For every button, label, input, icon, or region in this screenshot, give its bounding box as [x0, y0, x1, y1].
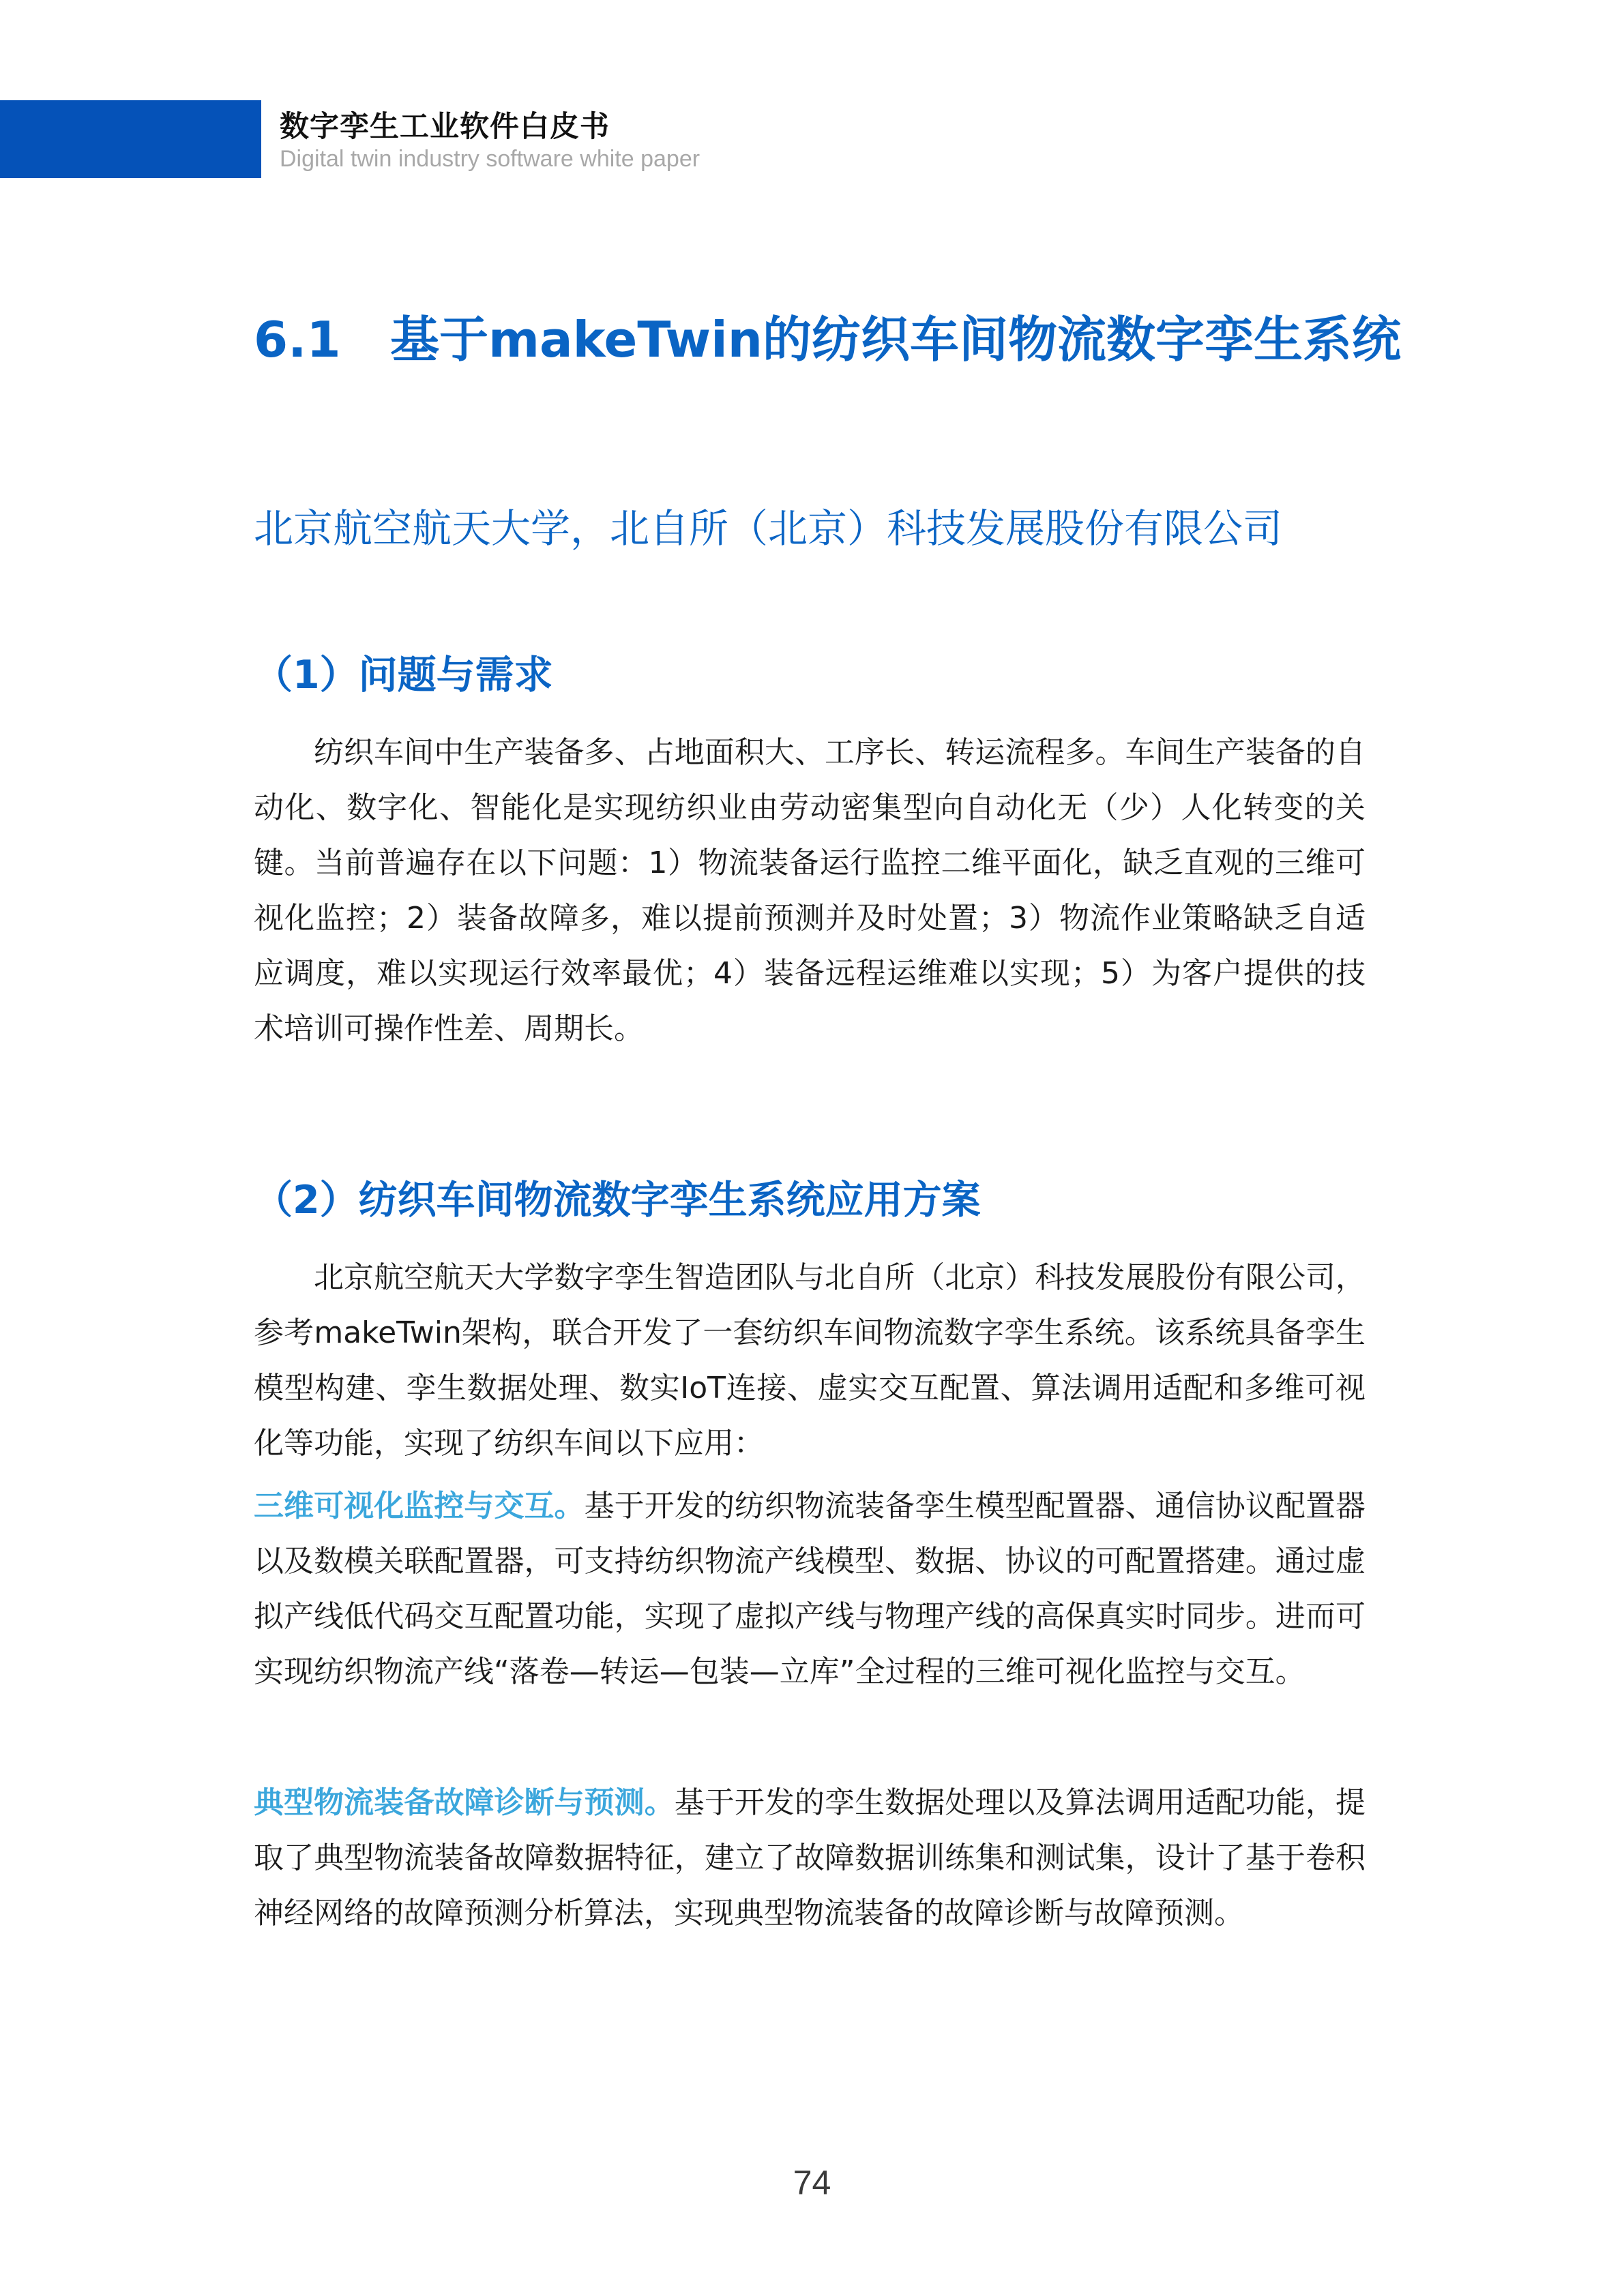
paragraph-text-fault-diagnosis: 基于开发的孪生数据处理以及算法调用适配功能，提取了典型物流装备故障数据特征，建立了故障数据训练集和测试集，设计了基于卷积神经网络的故障预测分析算法，实现典型物流装备的故障诊断与故障预测。: [254, 1785, 1366, 1930]
section-affiliation: 北京航空航天大学，北自所（北京）科技发展股份有限公司: [254, 505, 1283, 552]
highlight-label-fault-diagnosis: 典型物流装备故障诊断与预测。: [254, 1785, 675, 1820]
page-number: 74: [793, 2164, 831, 2202]
document-title: 数字孪生工业软件白皮书: [280, 110, 610, 144]
paragraph-solution-intro: 北京航空航天大学数字孪生智造团队与北自所（北京）科技发展股份有限公司，参考makeTwin架构，联合开发了一套纺织车间物流数字孪生系统。该系统具备孪生模型构建、孪生数据处理、数实IoT连接、虚实交互配置、算法调用适配和多维可视化等功能，实现了纺织车间以下应用：: [254, 1260, 1365, 1461]
highlight-label-3d-monitoring: 三维可视化监控与交互。: [254, 1489, 585, 1523]
section-heading: [254, 292, 1413, 387]
subsection-heading-solution: （2）纺织车间物流数字孪生系统应用方案: [254, 1178, 981, 1223]
document-subtitle: Digital twin industry software white paper: [280, 146, 700, 172]
paragraph-3d-monitoring: [254, 1478, 1365, 1699]
section-number: 6.1: [254, 311, 341, 368]
header-accent-band: [0, 100, 261, 178]
paragraph-problems: 纺织车间中生产装备多、占地面积大、工序长、转运流程多。车间生产装备的自动化、数字化、智能化是实现纺织业由劳动密集型向自动化无（少）人化转变的关键。当前普遍存在以下问题：1）物流装备运行监控二维平面化，缺乏直观的三维可视化监控；2）装备故障多，难以提前预测并及时处置；3）物流作业策略缺乏自适应调度，难以实现运行效率最优；4）装备远程运维难以实现；5）为客户提供的技术培训可操作性差、周期长。: [254, 735, 1365, 1046]
section-title: 基于makeTwin的纺织车间物流数字孪生系统: [390, 311, 1402, 368]
subsection-heading-problems: （1）问题与需求: [254, 653, 553, 698]
paragraph-fault-diagnosis: [254, 1775, 1365, 1941]
paragraph-text-3d-monitoring: 基于开发的纺织物流装备孪生模型配置器、通信协议配置器以及数模关联配置器，可支持纺织物流产线模型、数据、协议的可配置搭建。通过虚拟产线低代码交互配置功能，实现了虚拟产线与物理产线的高保真实时同步。进而可实现纺织物流产线“落卷—转运—包装—立库”全过程的三维可视化监控与交互。: [254, 1489, 1366, 1689]
